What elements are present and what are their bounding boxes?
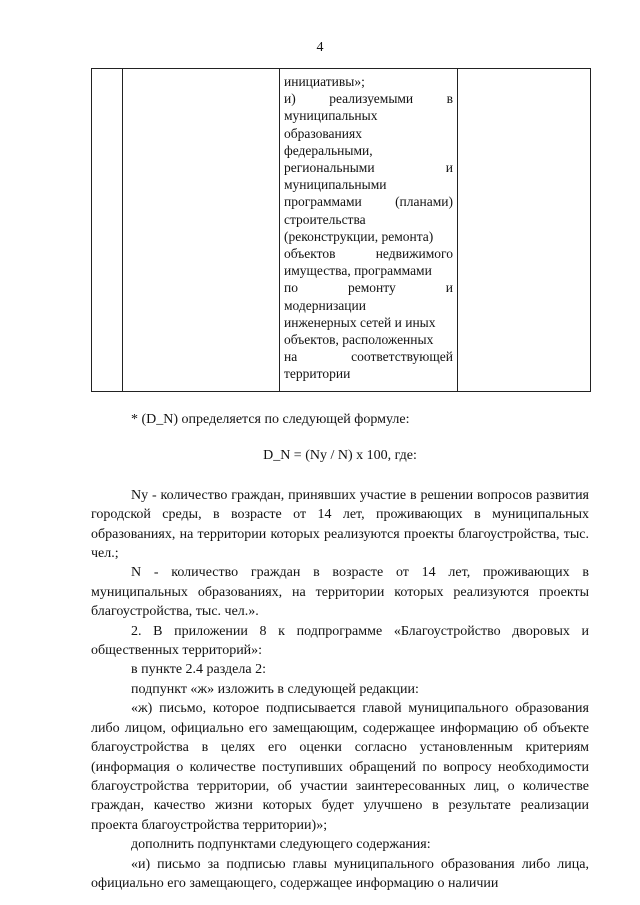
cell-line: муниципальными [284,177,387,193]
cell-line: имущества, программами [284,263,432,279]
paragraph-subclause-zh: «ж) письмо, которое подписывается главой муниципального образования либо лицом, официально его замещающим, содержащее информацию об объекте благоустройства в целях его оценки согласно установленным критериям (информация о количестве поступивших обращений по вопросу необходимости благоустройства территории, об участии заинтересованных лиц, о количестве граждан, качество жизни которых будет улучшено в результате реализации проекта благоустройства территории)»; [91,701,589,833]
cell-line: инициативы»; [284,74,365,89]
cell-line: строительства [284,211,366,227]
table-cell-description [280,69,458,392]
cell-line: федеральными, [284,142,373,158]
cell-line: территории [284,366,351,382]
paragraph-n-definition: N - количество граждан в возрасте от 14 лет, проживающих в муниципальных образованиях, на территории которых реализуются проекты благоустройства, тыс. чел.». [91,565,589,620]
cell-line: на соответствующей [284,349,453,365]
paragraph-ny-definition: Ny - количество граждан, принявших участие в решении вопросов развития городской среды, в возрасте от 14 лет, проживающих в муниципальных образованиях, на территории которых реализуются проекты благоустройства, тыс. чел.; [91,487,589,562]
cell-line: объектов недвижимого [284,246,453,262]
page-number: 4 [316,40,324,55]
formula-intro: * (D_N) определяется по следующей формуле: [131,412,410,427]
cell-line: (реконструкции, ремонта) [284,228,434,244]
table-cell-notes [458,69,591,392]
formula: D_N = (Ny / N) x 100, где: [263,448,417,464]
cell-line: модернизации [284,297,366,313]
cell-line: по ремонту и [284,280,453,296]
paragraph-appendix-8: 2. В приложении 8 к подпрограмме «Благоустройство дворовых и общественных территорий»: [91,623,589,659]
cell-line: и) реализуемыми в [284,91,453,107]
paragraph-clause-2-4: в пункте 2.4 раздела 2: [131,662,266,678]
document-body [91,410,589,893]
table-cell-number [92,69,123,392]
paragraph-subclause-zh-intro: подпункт «ж» изложить в следующей редакции: [131,681,419,697]
paragraph-add-subclauses: дополнить подпунктами следующего содержания: [131,837,431,853]
document-table [91,68,591,392]
cell-line: региональными и [284,160,453,176]
cell-line: объектов, расположенных [284,332,434,348]
table-cell-text [280,69,457,383]
cell-line: инженерных сетей и иных [284,314,436,330]
paragraph-subclause-i: «и) письмо за подписью главы муниципального образования либо лица, официально его замещающего, содержащее информацию о наличии [91,856,589,891]
cell-line: образованиях [284,125,362,141]
cell-line: программами (планами) [284,194,453,210]
table-cell-name [123,69,280,392]
cell-line: муниципальных [284,108,378,124]
